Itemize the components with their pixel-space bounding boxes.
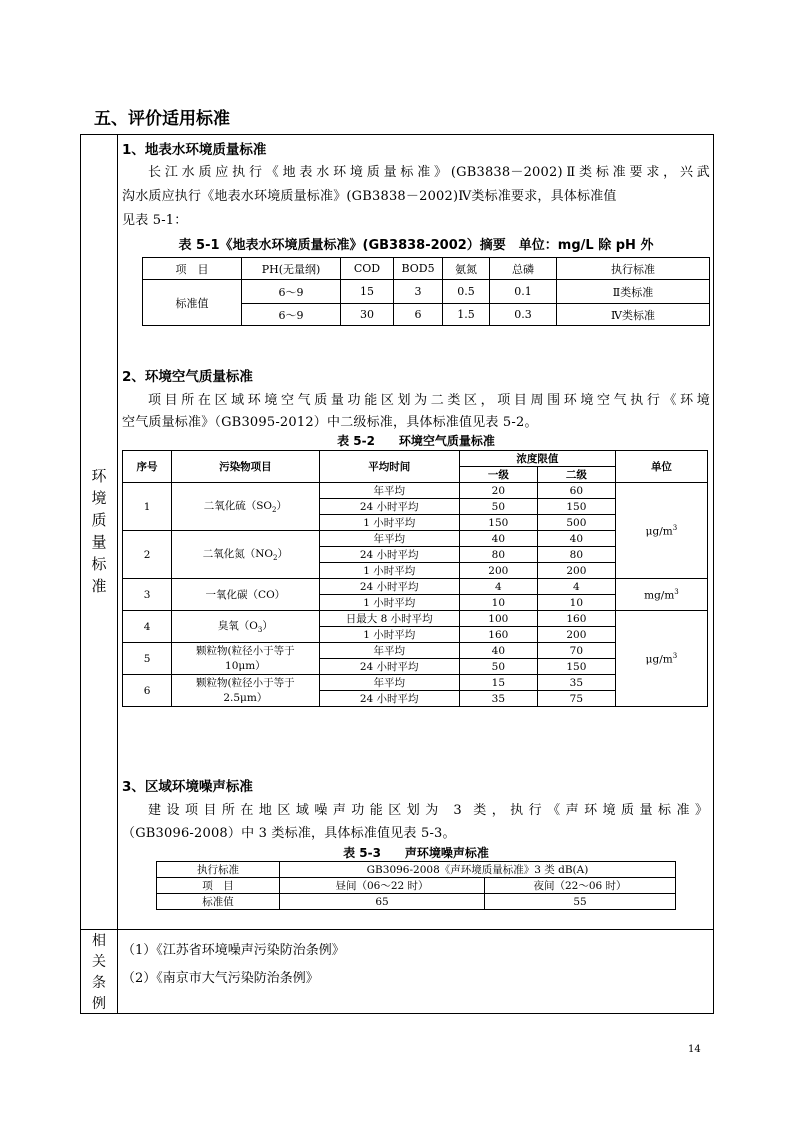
- table-cell: 昼间（06～22 时）: [280, 878, 485, 894]
- table-cell: 执行标准: [157, 862, 280, 878]
- table-cell: 1 小时平均: [319, 595, 459, 611]
- table-cell: 200: [459, 563, 537, 579]
- table-cell: 35: [537, 675, 615, 691]
- table-row: [123, 451, 708, 467]
- table-cell: 1 小时平均: [319, 515, 459, 531]
- section-surface-water: [122, 139, 710, 326]
- air-quality-table: [122, 450, 708, 707]
- table-cell: 6: [394, 304, 443, 326]
- table-cell: 年平均: [319, 531, 459, 547]
- regulations-list: [122, 937, 710, 993]
- table-cell: 150: [459, 515, 537, 531]
- table-header: COD: [341, 258, 394, 280]
- column-divider: [117, 135, 118, 1013]
- table-cell: 70: [537, 643, 615, 659]
- table-header: 浓度限值: [459, 451, 615, 467]
- table-cell: 标准值: [157, 894, 280, 910]
- table-cell: 3: [123, 579, 172, 611]
- table-caption: 表 5-2 环境空气质量标准: [337, 434, 495, 448]
- table-cell: $\mu g/m^3$: [615, 611, 707, 707]
- table-cell: 年平均: [319, 483, 459, 499]
- section-noise: [122, 775, 710, 910]
- table-cell: 55: [485, 894, 676, 910]
- section-title: 1、地表水环境质量标准: [122, 142, 267, 158]
- table-cell: GB3096-2008《声环境质量标准》3 类 dB(A): [280, 862, 676, 878]
- table-cell: 65: [280, 894, 485, 910]
- table-cell: 200: [537, 627, 615, 643]
- table-cell: 1.5: [443, 304, 490, 326]
- table-cell: 颗粒物(粒径小于等于 10μm）: [172, 643, 320, 675]
- row-divider: [81, 929, 713, 930]
- table-cell: 臭氧$(O_3)$: [172, 611, 320, 643]
- table-header: 一级: [459, 467, 537, 483]
- page-heading: 五、评价适用标准: [94, 109, 230, 129]
- table-caption: 表 5-1《地表水环境质量标准》(GB3838-2002）摘要 单位：mg/L 除 pH 外: [178, 238, 654, 253]
- table-cell: 60: [537, 483, 615, 499]
- table-header: 污染物项目: [172, 451, 320, 483]
- table-cell: $\mu g/m^3$: [615, 483, 707, 579]
- table-row: [157, 862, 676, 878]
- table-row: [143, 258, 710, 280]
- table-header: 项 目: [143, 258, 242, 280]
- table-header: 执行标准: [557, 258, 710, 280]
- table-row: [157, 894, 676, 910]
- table-row: [143, 280, 710, 304]
- paragraph-line: （GB3096-2008）中 3 类标准，具体标准值见表 5-3。: [122, 826, 456, 841]
- section-title: 2、环境空气质量标准: [122, 369, 253, 385]
- table-cell: 1: [123, 483, 172, 531]
- paragraph-line: 建设项目所在地区域噪声功能区划为 3 类，执行《声环境质量标准》: [148, 803, 710, 818]
- table-cell: 6: [123, 675, 172, 707]
- table-cell: 项 目: [157, 878, 280, 894]
- table-cell: 日最大 8 小时平均: [319, 611, 459, 627]
- table-cell: 24 小时平均: [319, 547, 459, 563]
- table-cell: 10: [537, 595, 615, 611]
- side-label-regulations: 相 关 条 例: [92, 933, 106, 1012]
- table-cell: 80: [459, 547, 537, 563]
- table-cell: Ⅳ类标准: [557, 304, 710, 326]
- table-cell: 6～9: [242, 304, 341, 326]
- section-title: 3、区域环境噪声标准: [122, 779, 253, 795]
- table-row: [157, 878, 676, 894]
- table-header: BOD5: [394, 258, 443, 280]
- table-cell: 0.5: [443, 280, 490, 304]
- table-cell: 6～9: [242, 280, 341, 304]
- page-number: 14: [688, 1044, 701, 1055]
- table-caption: 表 5-3 声环境噪声标准: [343, 846, 489, 860]
- table-cell: 500: [537, 515, 615, 531]
- table-row: [123, 483, 708, 499]
- table-cell: 75: [537, 691, 615, 707]
- paragraph-line: 项目所在区域环境空气质量功能区划为二类区，项目周围环境空气执行《环境: [148, 393, 710, 408]
- table-cell: 50: [459, 659, 537, 675]
- table-cell: 年平均: [319, 643, 459, 659]
- list-item: （1）《江苏省环境噪声污染防治条例》: [122, 943, 345, 958]
- table-cell: 标准值: [143, 280, 242, 326]
- table-cell: 颗粒物(粒径小于等于 2.5μm）: [172, 675, 320, 707]
- table-cell: 30: [341, 304, 394, 326]
- table-cell: 200: [537, 563, 615, 579]
- table-cell: 3: [394, 280, 443, 304]
- table-cell: 4: [537, 579, 615, 595]
- paragraph-line: 空气质量标准》（GB3095-2012）中二级标准，具体标准值见表 5-2。: [122, 415, 538, 430]
- table-header: 总磷: [490, 258, 557, 280]
- table-cell: 150: [537, 659, 615, 675]
- table-cell: 一氧化碳（CO）: [172, 579, 320, 611]
- table-header: 氨氮: [443, 258, 490, 280]
- table-header: PH(无量纲): [242, 258, 341, 280]
- table-cell: 2: [123, 531, 172, 579]
- table-cell: 10: [459, 595, 537, 611]
- table-cell: 0.3: [490, 304, 557, 326]
- table-cell: 夜间（22～06 时）: [485, 878, 676, 894]
- table-cell: 二氧化氮$(NO_2)$: [172, 531, 320, 579]
- table-cell: 24 小时平均: [319, 659, 459, 675]
- paragraph-line: 沟水质应执行《地表水环境质量标准》(GB3838－2002)Ⅳ类标准要求，具体标准值: [122, 189, 617, 204]
- table-cell: 40: [459, 531, 537, 547]
- noise-table: [156, 861, 676, 910]
- table-cell: 40: [537, 531, 615, 547]
- table-cell: 1 小时平均: [319, 627, 459, 643]
- table-cell: 4: [459, 579, 537, 595]
- table-cell: 年平均: [319, 675, 459, 691]
- table-row: [123, 579, 708, 595]
- table-cell: 160: [459, 627, 537, 643]
- table-header: 单位: [615, 451, 707, 483]
- table-row: [123, 611, 708, 627]
- table-cell: 5: [123, 643, 172, 675]
- table-cell: 4: [123, 611, 172, 643]
- table-cell: 15: [341, 280, 394, 304]
- table-header: 平均时间: [319, 451, 459, 483]
- paragraph-line: 长江水质应执行《地表水环境质量标准》(GB3838－2002)Ⅱ类标准要求，兴武: [148, 165, 710, 180]
- table-cell: $mg/m^3$: [615, 579, 707, 611]
- table-header: 二级: [537, 467, 615, 483]
- table-cell: 二氧化硫$(SO_2)$: [172, 483, 320, 531]
- table-cell: 20: [459, 483, 537, 499]
- surface-water-table: [142, 257, 710, 326]
- table-cell: 15: [459, 675, 537, 691]
- list-item: （2）《南京市大气污染防治条例》: [122, 971, 319, 986]
- paragraph-line: 见表 5-1：: [122, 213, 188, 228]
- table-cell: 80: [537, 547, 615, 563]
- table-cell: Ⅱ类标准: [557, 280, 710, 304]
- table-cell: 24 小时平均: [319, 579, 459, 595]
- table-cell: 1 小时平均: [319, 563, 459, 579]
- table-cell: 0.1: [490, 280, 557, 304]
- table-header: 序号: [123, 451, 172, 483]
- table-cell: 24 小时平均: [319, 691, 459, 707]
- section-ambient-air: [122, 365, 710, 707]
- standards-frame: [80, 134, 714, 1014]
- table-cell: 24 小时平均: [319, 499, 459, 515]
- table-cell: 50: [459, 499, 537, 515]
- table-cell: 35: [459, 691, 537, 707]
- table-cell: 40: [459, 643, 537, 659]
- table-cell: 160: [537, 611, 615, 627]
- side-label-standards: 环 境 质 量 标 准: [91, 467, 107, 595]
- table-cell: 100: [459, 611, 537, 627]
- table-cell: 150: [537, 499, 615, 515]
